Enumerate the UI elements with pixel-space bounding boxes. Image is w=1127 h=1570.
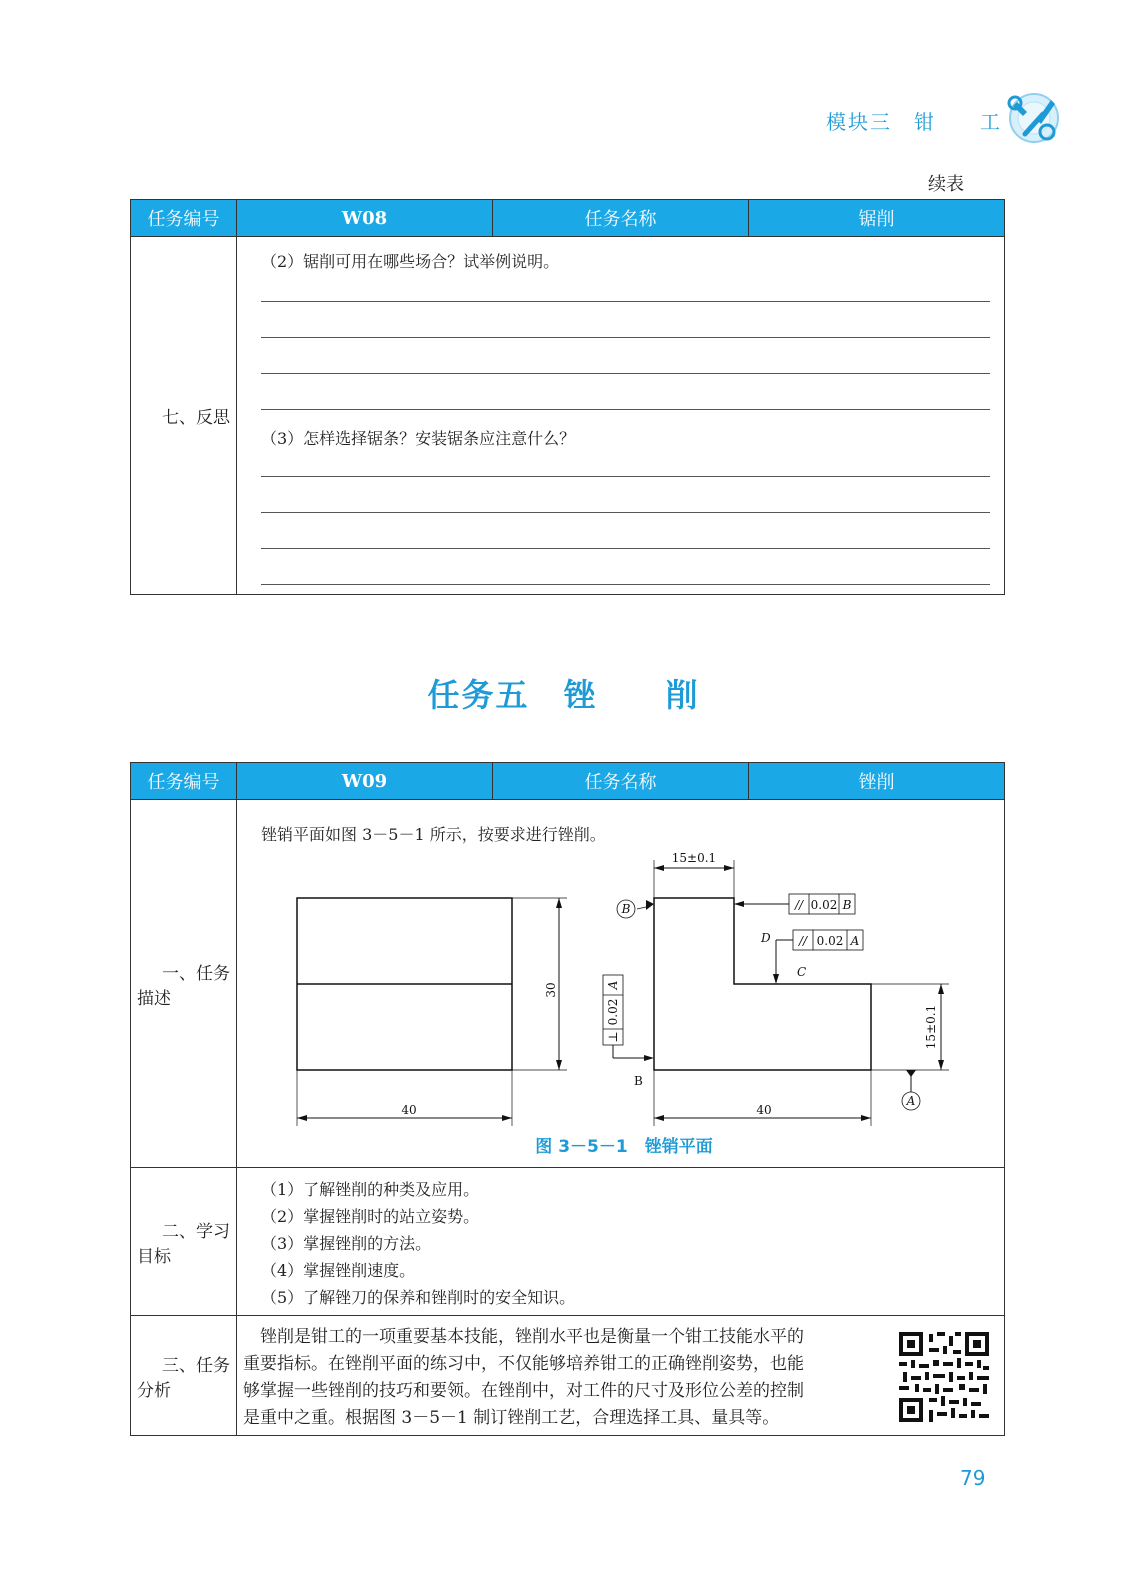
tol1-ref: B <box>842 898 852 912</box>
tol1-value: 0.02 <box>810 898 838 912</box>
answer-line <box>261 409 990 410</box>
analysis-line: 够掌握一些锉削的技巧和要领。在锉削中，对工件的尺寸及形位公差的控制 <box>243 1381 804 1401</box>
goal-item: （2）掌握锉削时的站立姿势。 <box>261 1207 480 1226</box>
wrench-gear-icon <box>1003 90 1065 146</box>
task-title: 任务五 锉 削 <box>427 676 700 714</box>
task-name-label: 任务名称 <box>493 763 749 800</box>
task-table-w09 <box>130 762 1005 1436</box>
label-line: 一、任务 <box>162 963 230 984</box>
label-line: 二、学习 <box>162 1221 230 1242</box>
datum-b-marker <box>646 900 654 910</box>
reflection-content <box>237 237 1005 595</box>
label-line: 三、任务 <box>162 1355 230 1376</box>
section-label-goals <box>131 1168 237 1316</box>
analysis-text <box>243 1324 883 1432</box>
analysis-content <box>237 1316 1005 1436</box>
figure-3-5-1 <box>237 800 1003 1168</box>
answer-line <box>261 512 990 513</box>
answer-line <box>261 337 990 338</box>
analysis-line: 重要指标。在锉削平面的练习中，不仅能够培养钳工的正确锉削姿势，也能 <box>243 1354 804 1374</box>
analysis-line: 锉削是钳工的一项重要基本技能，锉削水平也是衡量一个钳工技能水平的 <box>243 1327 804 1347</box>
label-b: B <box>634 1074 643 1088</box>
module-title: 模块三 钳 工 <box>826 110 1002 134</box>
task-code-label: 任务编号 <box>131 763 237 800</box>
description-content <box>237 800 1005 1168</box>
goal-item: （4）掌握锉削速度。 <box>261 1261 416 1280</box>
dim-right: 15±0.1 <box>924 1004 938 1050</box>
task-name: 锉削 <box>749 763 1005 800</box>
goal-item: （1）了解锉削的种类及应用。 <box>261 1180 480 1199</box>
dim-width-left: 40 <box>401 1103 417 1117</box>
tol2-symbol: // <box>798 934 808 948</box>
section-label-description <box>131 800 237 1168</box>
question-2: （2）锯削可用在哪些场合？试举例说明。 <box>261 252 560 271</box>
label-d: D <box>761 931 771 945</box>
qr-code-icon[interactable] <box>899 1332 989 1422</box>
goals-content <box>237 1168 1005 1316</box>
description-text: 锉销平面如图 3－5－1 所示，按要求进行锉削。 <box>261 825 606 844</box>
table-header-row <box>131 200 1005 237</box>
task-code-label: 任务编号 <box>131 200 237 237</box>
task-name-label: 任务名称 <box>493 200 749 237</box>
goal-item: （5）了解锉刀的保养和锉削时的安全知识。 <box>261 1288 576 1307</box>
continued-label: 续表 <box>928 174 964 195</box>
tol3-symbol: ⊥ <box>606 1031 620 1043</box>
task-name: 锯削 <box>749 200 1005 237</box>
label-c: C <box>797 965 807 979</box>
dim-height-left: 30 <box>544 982 558 998</box>
answer-line <box>261 373 990 374</box>
label-line: 分析 <box>137 1380 171 1401</box>
table-header-row <box>131 763 1005 800</box>
task-code: W09 <box>237 763 493 800</box>
answer-line <box>261 584 990 585</box>
dim-top: 15±0.1 <box>671 851 717 865</box>
tol2-ref: A <box>850 934 860 948</box>
datum-a-marker <box>906 1070 916 1077</box>
figure-caption: 图 3－5－1 锉销平面 <box>535 1137 713 1157</box>
tol1-symbol: // <box>794 898 804 912</box>
analysis-line: 是重中之重。根据图 3－5－1 制订锉削工艺，合理选择工具、量具等。 <box>243 1408 780 1428</box>
goal-item: （3）掌握锉削的方法。 <box>261 1234 432 1253</box>
datum-a-letter: A <box>906 1094 916 1108</box>
datum-b-letter: B <box>621 902 631 916</box>
dim-width-right: 40 <box>756 1103 772 1117</box>
right-part-outline <box>654 898 871 1070</box>
tol2-value: 0.02 <box>816 934 844 948</box>
question-3: （3）怎样选择锯条？安装锯条应注意什么？ <box>261 429 576 448</box>
task-table-w08 <box>130 199 1005 595</box>
tol3-value: 0.02 <box>606 998 620 1026</box>
answer-line <box>261 476 990 477</box>
label-line: 目标 <box>137 1246 171 1267</box>
task-code: W08 <box>237 200 493 237</box>
label-line: 描述 <box>137 988 171 1009</box>
tol3-ref: A <box>606 980 620 990</box>
answer-line <box>261 301 990 302</box>
section-label-analysis <box>131 1316 237 1436</box>
section-label-reflection: 七、反思 <box>131 237 237 595</box>
page-number: 79 <box>960 1466 986 1490</box>
answer-line <box>261 548 990 549</box>
